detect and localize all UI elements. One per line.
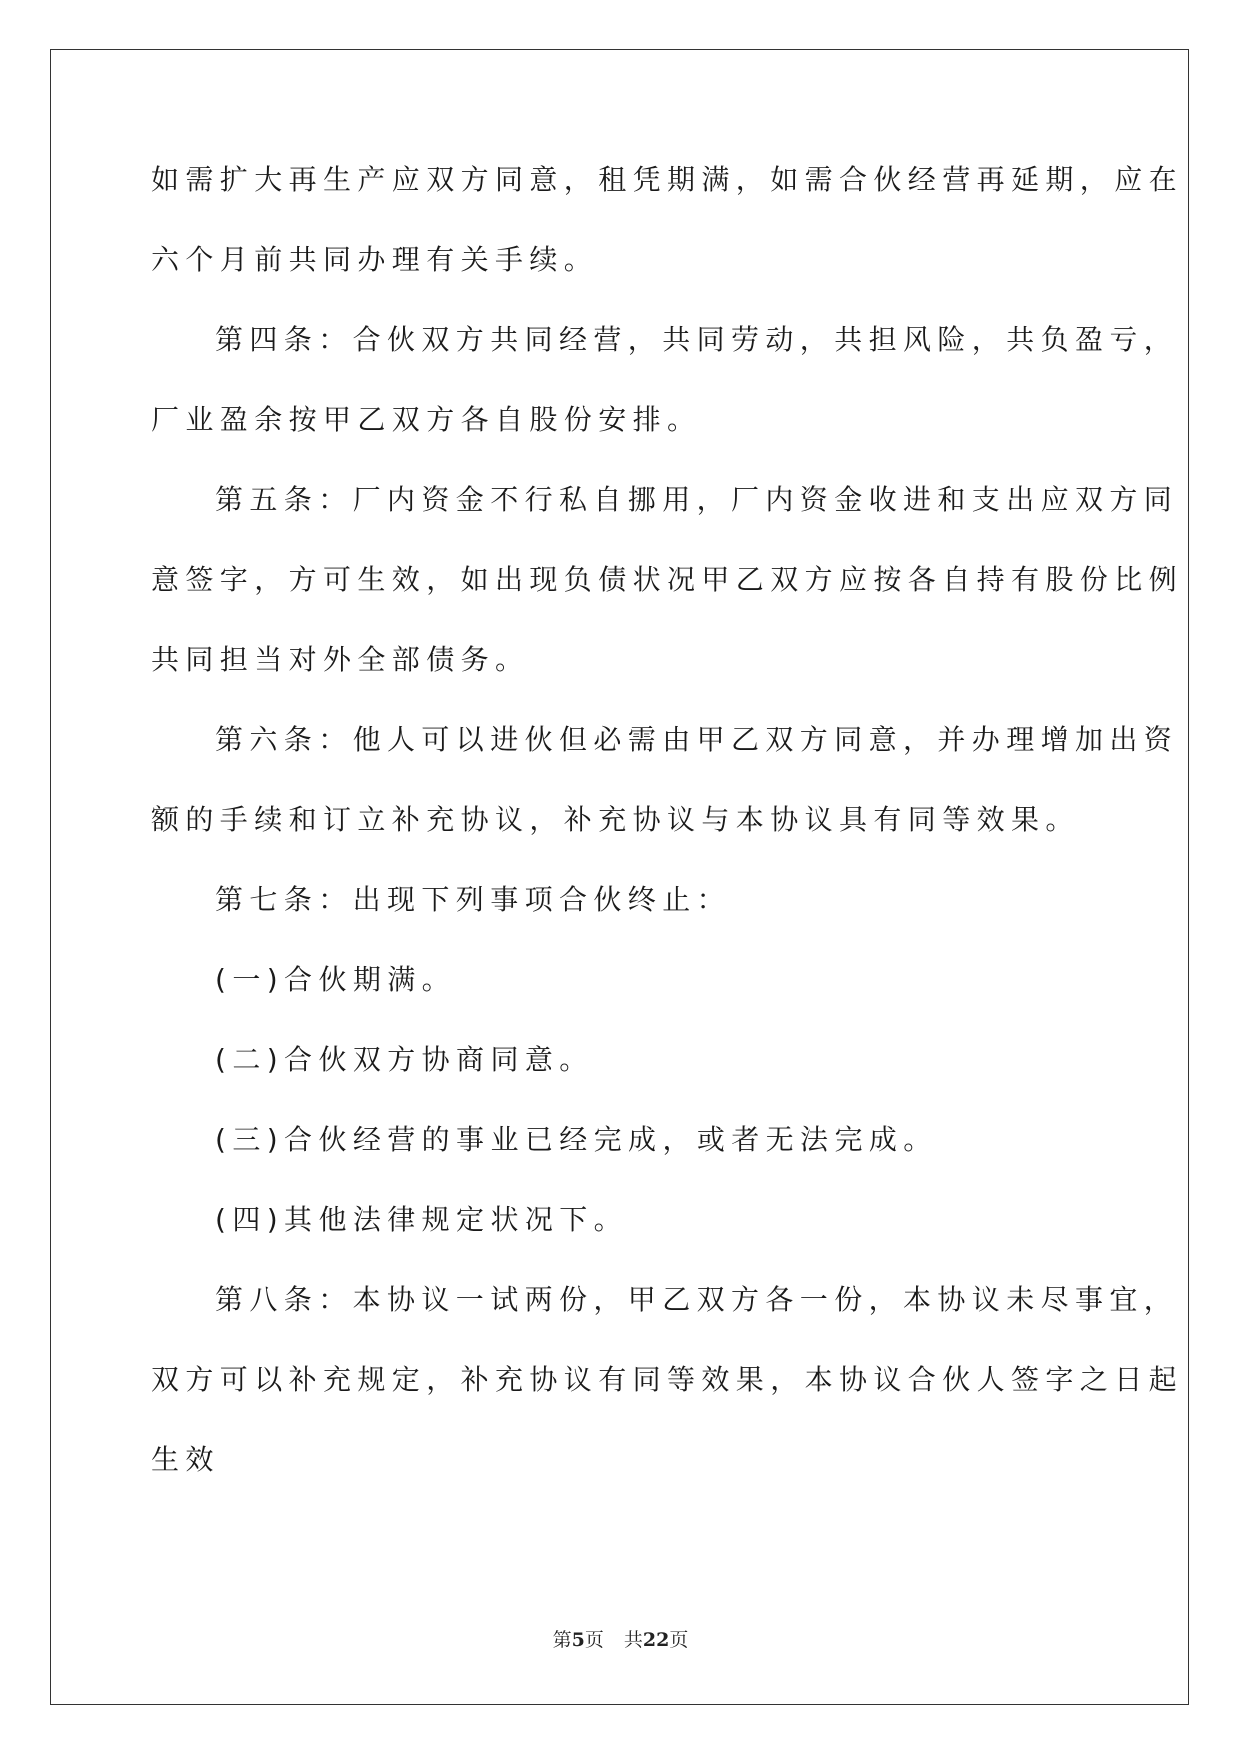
list-item-2: (二)合伙双方协商同意。 [215, 1043, 594, 1076]
article-8-line: 第八条：本协议一试两份，甲乙双方各一份，本协议未尽事宜， [215, 1283, 1179, 1316]
total-prefix: 共 [623, 1629, 643, 1651]
page-prefix: 第 [552, 1629, 572, 1651]
list-item-3: (三)合伙经营的事业已经完成，或者无法完成。 [215, 1123, 938, 1156]
page-footer [0, 1628, 1241, 1652]
document-body [151, 160, 1184, 1520]
article-4-line: 第四条：合伙双方共同经营，共同劳动，共担风险，共负盈亏， [215, 323, 1179, 356]
paragraph-line: 生效 [151, 1443, 220, 1476]
list-item-1: (一)合伙期满。 [215, 963, 457, 996]
page-suffix: 页 [584, 1629, 604, 1651]
article-5-line: 第五条：厂内资金不行私自挪用，厂内资金收进和支出应双方同 [215, 483, 1179, 516]
paragraph-line: 六个月前共同办理有关手续。 [151, 243, 599, 276]
article-7-line: 第七条：出现下列事项合伙终止： [215, 883, 732, 916]
paragraph-line: 如需扩大再生产应双方同意，租凭期满，如需合伙经营再延期，应在 [151, 163, 1184, 196]
total-pages: 22 [642, 1629, 670, 1651]
paragraph-line: 厂业盈余按甲乙双方各自股份安排。 [151, 403, 702, 436]
paragraph-line: 意签字，方可生效，如出现负债状况甲乙双方应按各自持有股份比例 [151, 563, 1184, 596]
page-number: 5 [571, 1629, 585, 1651]
article-6-line: 第六条：他人可以进伙但必需由甲乙双方同意，并办理增加出资 [215, 723, 1179, 756]
paragraph-line: 双方可以补充规定，补充协议有同等效果，本协议合伙人签字之日起 [151, 1363, 1184, 1396]
paragraph-line: 共同担当对外全部债务。 [151, 643, 530, 676]
list-item-4: (四)其他法律规定状况下。 [215, 1203, 629, 1236]
paragraph-line: 额的手续和订立补充协议，补充协议与本协议具有同等效果。 [151, 803, 1080, 836]
total-suffix: 页 [669, 1629, 689, 1651]
